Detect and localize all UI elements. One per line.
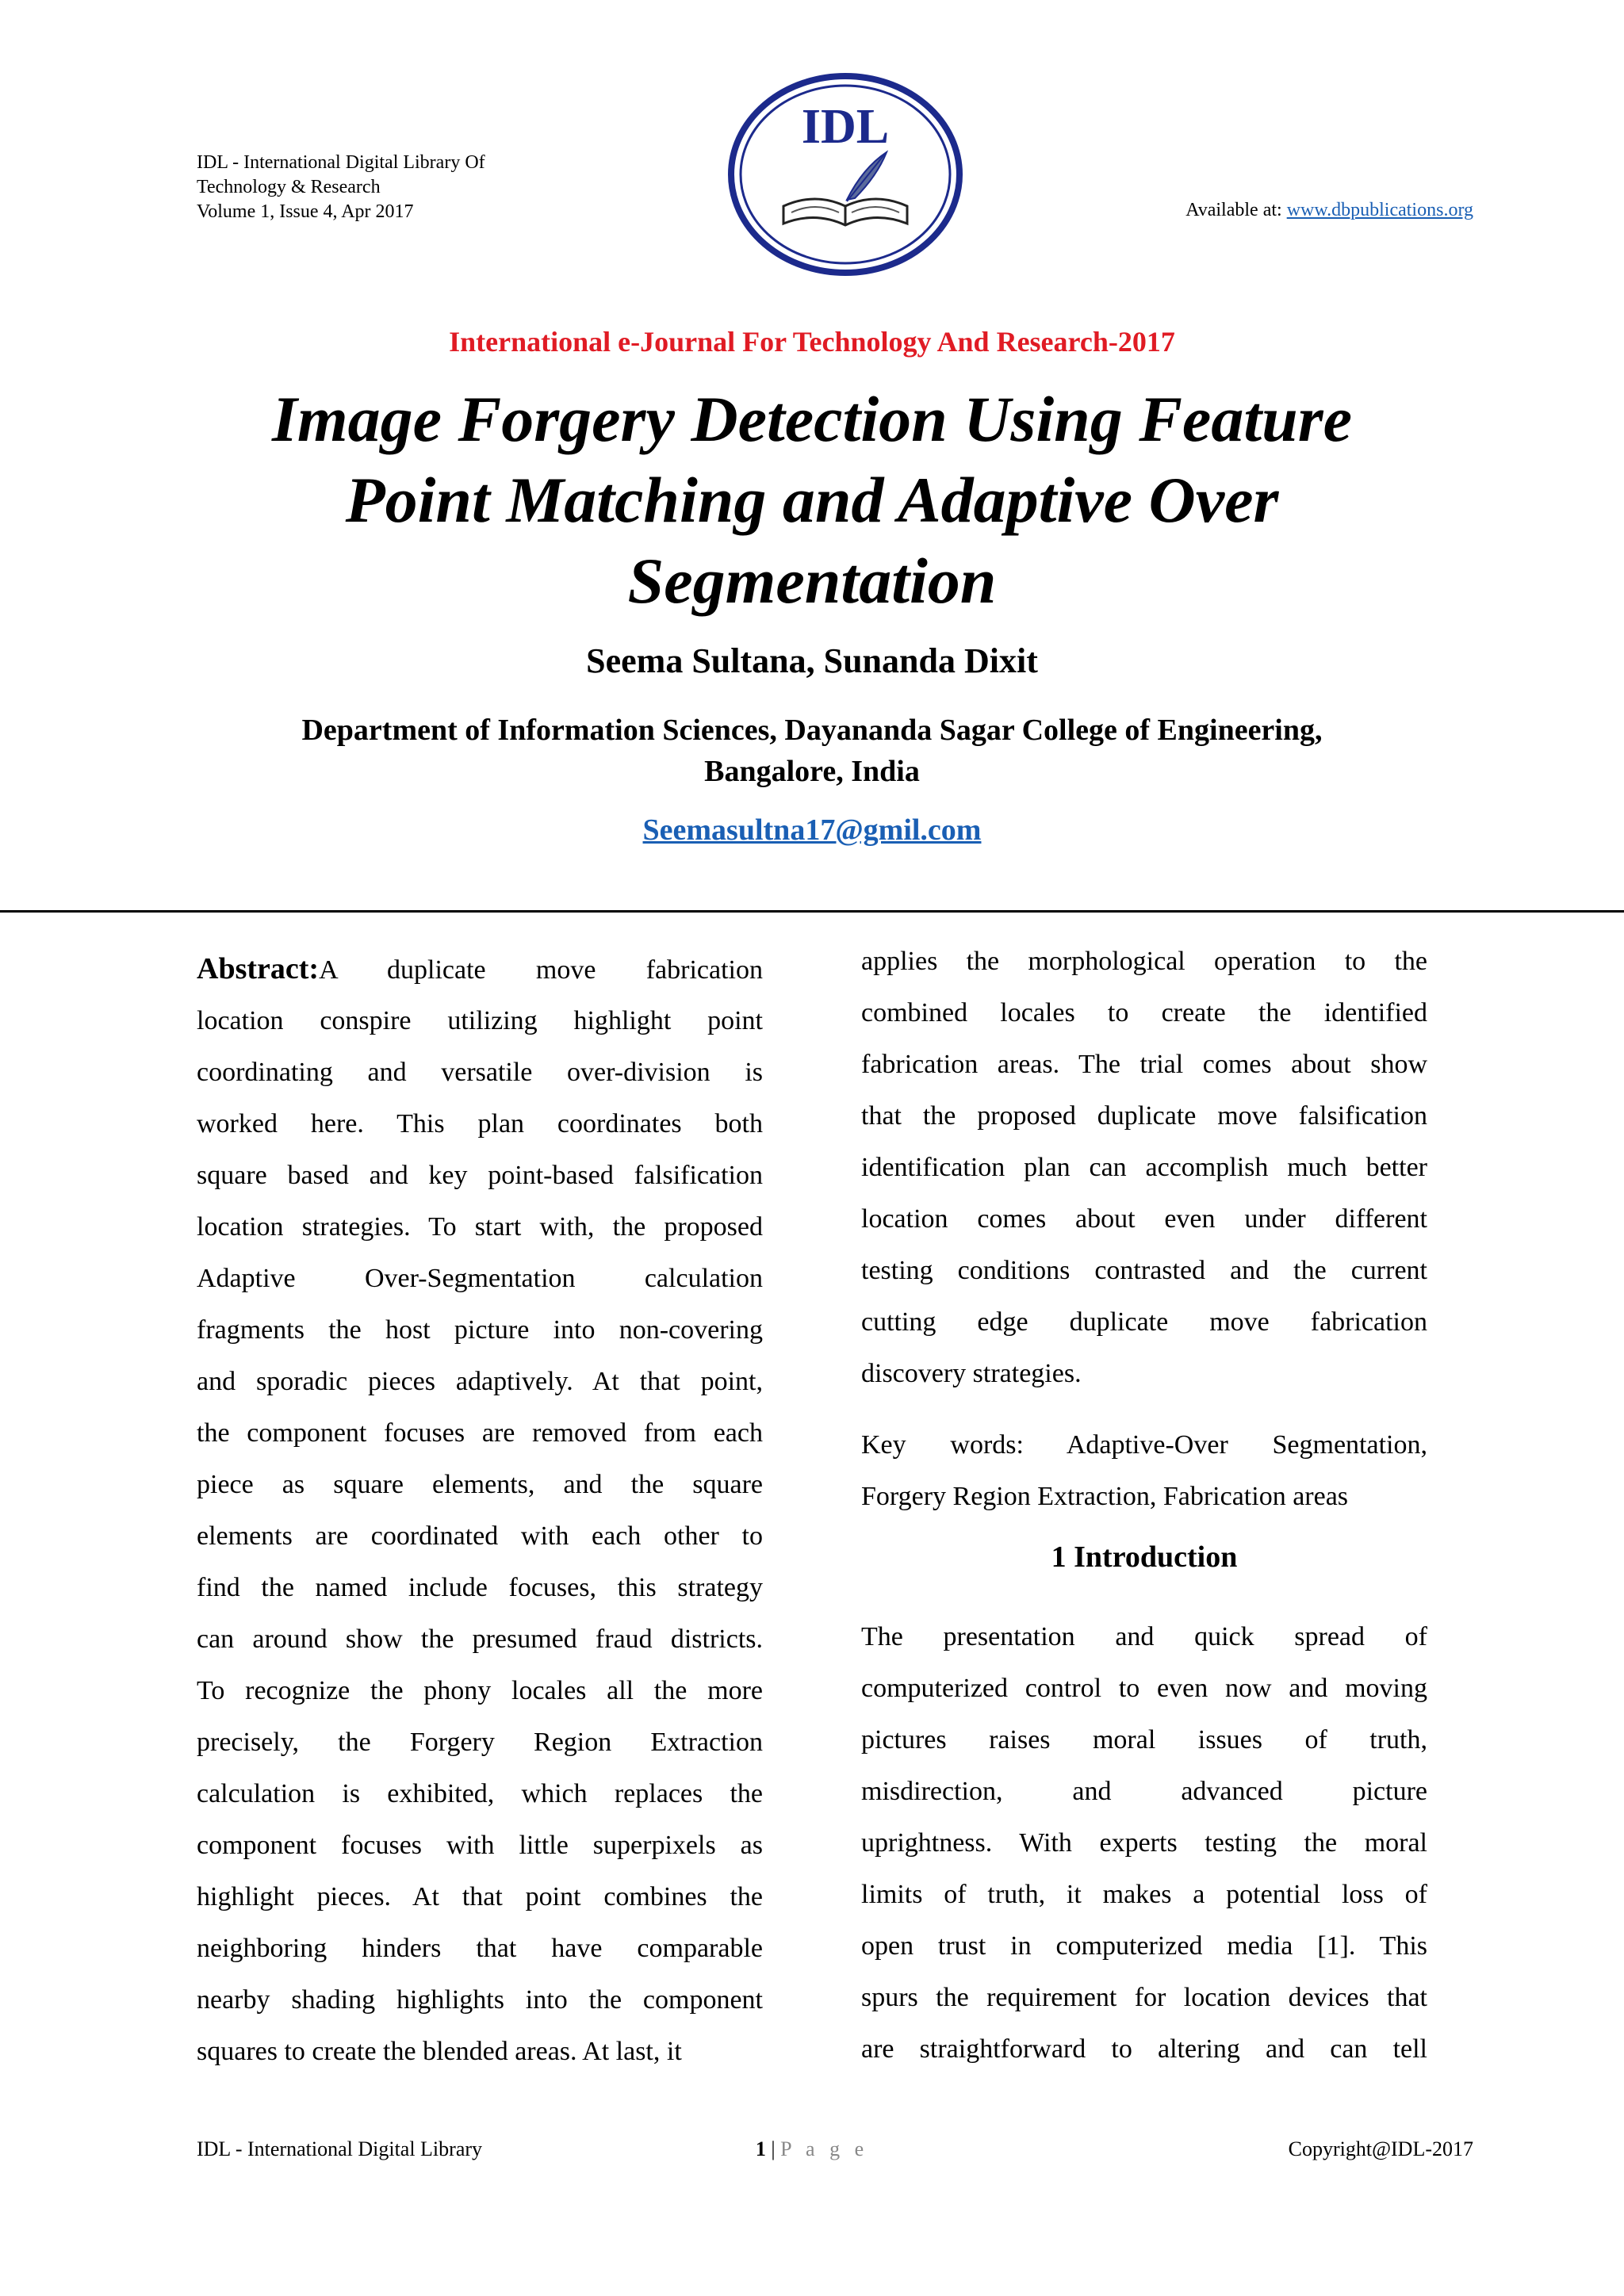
footer-library: IDL - International Digital Library	[197, 2137, 483, 2160]
header-divider	[0, 910, 1624, 913]
abstract-line: highlight pieces. At that point combines the	[197, 1882, 763, 1911]
abstract-line: piece as square elements, and the square	[197, 1470, 763, 1499]
journal-info-line: Technology & Research	[197, 177, 381, 197]
email-link[interactable]: Seemasultna17@gmil.com	[642, 813, 982, 847]
abstract-line: neighboring hinders that have comparable	[197, 1934, 763, 1963]
abstract-line: location strategies. To start with, the proposed	[197, 1212, 763, 1242]
abstract-line: coordinating and versatile over-division is	[197, 1058, 763, 1087]
abstract-line: the component focuses are removed from each	[197, 1418, 763, 1448]
authors: Seema Sultana, Sunanda Dixit	[586, 641, 1038, 680]
abstract-line: elements are coordinated with each other to	[197, 1521, 763, 1551]
author-email	[0, 813, 1624, 848]
abstract-line: precisely, the Forgery Region Extraction	[197, 1728, 763, 1757]
intro-line: The presentation and quick spread of	[861, 1622, 1427, 1651]
intro-line: open trust in computerized media [1]. This	[861, 1931, 1427, 1961]
paper-title	[119, 379, 1505, 622]
abstract-line: To recognize the phony locales all the more	[197, 1676, 763, 1705]
intro-line: spurs the requirement for location devices that	[861, 1983, 1427, 2012]
abstract-line: Adaptive Over-Segmentation calculation	[197, 1264, 763, 1293]
abstract-continuation	[861, 936, 1427, 1399]
logo-text: IDL	[801, 100, 890, 154]
affiliation-line: Bangalore, India	[704, 755, 920, 788]
abstract-line: squares to create the blended areas. At last, it	[197, 2037, 682, 2066]
section-heading-introduction: 1 Introduction	[1051, 1540, 1238, 1574]
abstract-line: Abstract:A duplicate move fabrication	[197, 952, 763, 985]
abstract-line: can around show the presumed fraud districts.	[197, 1624, 763, 1654]
title-line: Image Forgery Detection Using Feature	[271, 383, 1353, 455]
intro-line: misdirection, and advanced picture	[861, 1777, 1427, 1806]
keywords-line: Forgery Region Extraction, Fabrication areas	[861, 1482, 1349, 1511]
intro-line: limits of truth, it makes a potential loss of	[861, 1880, 1427, 1909]
available-label: Available at:	[1185, 200, 1287, 220]
keywords	[861, 1419, 1427, 1522]
abstract-line: cutting edge duplicate move fabrication	[861, 1307, 1427, 1337]
affiliation-line: Department of Information Sciences, Dayananda Sagar College of Engineering,	[301, 714, 1323, 747]
journal-info	[197, 151, 485, 224]
abstract-line: that the proposed duplicate move falsification	[861, 1101, 1427, 1131]
abstract-line: find the named include focuses, this strategy	[197, 1573, 763, 1602]
page-num: 1	[755, 2137, 766, 2160]
idl-logo	[728, 73, 963, 276]
page-word: P a g e	[780, 2137, 869, 2160]
abstract-line: identification plan can accomplish much better	[861, 1153, 1427, 1182]
abstract-line: calculation is exhibited, which replaces the	[197, 1779, 763, 1808]
intro-line: pictures raises moral issues of truth,	[861, 1725, 1427, 1755]
abstract-line: worked here. This plan coordinates both	[197, 1109, 763, 1138]
abstract-line: location comes about even under different	[861, 1204, 1427, 1234]
title-line: Segmentation	[627, 545, 997, 617]
abstract-line: and sporadic pieces adaptively. At that point,	[197, 1367, 763, 1396]
journal-info-line: Volume 1, Issue 4, Apr 2017	[197, 201, 414, 222]
abstract-line: square based and key point-based falsification	[197, 1161, 763, 1190]
intro-line: are straightforward to altering and can tell	[861, 2034, 1427, 2064]
journal-name: International e-Journal For Technology And Research-2017	[449, 326, 1175, 358]
title-line: Point Matching and Adaptive Over	[345, 464, 1279, 536]
intro-line: uprightness. With experts testing the moral	[861, 1828, 1427, 1858]
abstract-column	[197, 943, 763, 2077]
footer-copyright: Copyright@IDL-2017	[1288, 2137, 1473, 2160]
available-at	[1185, 200, 1473, 221]
page-sep: |	[765, 2137, 781, 2160]
abstract-line: component focuses with little superpixels as	[197, 1831, 763, 1860]
intro-line: computerized control to even now and moving	[861, 1674, 1427, 1703]
abstract-line: testing conditions contrasted and the current	[861, 1256, 1427, 1285]
journal-info-line: IDL - International Digital Library Of	[197, 152, 485, 173]
abstract-line: location conspire utilizing highlight point	[197, 1006, 763, 1035]
abstract-line: fabrication areas. The trial comes about show	[861, 1050, 1427, 1079]
abstract-line: fragments the host picture into non-covering	[197, 1315, 763, 1345]
abstract-line: nearby shading highlights into the component	[197, 1985, 763, 2015]
keywords-line: Key words: Adaptive-Over Segmentation,	[861, 1430, 1427, 1460]
abstract-label: Abstract:	[197, 952, 320, 985]
abstract-line: applies the morphological operation to the	[861, 947, 1427, 976]
affiliation	[159, 710, 1465, 792]
introduction-text	[861, 1611, 1427, 2075]
publisher-link[interactable]: www.dbpublications.org	[1286, 200, 1473, 220]
abstract-line: discovery strategies.	[861, 1359, 1082, 1388]
abstract-line: combined locales to create the identified	[861, 998, 1427, 1027]
idl-logo-icon	[728, 73, 963, 276]
